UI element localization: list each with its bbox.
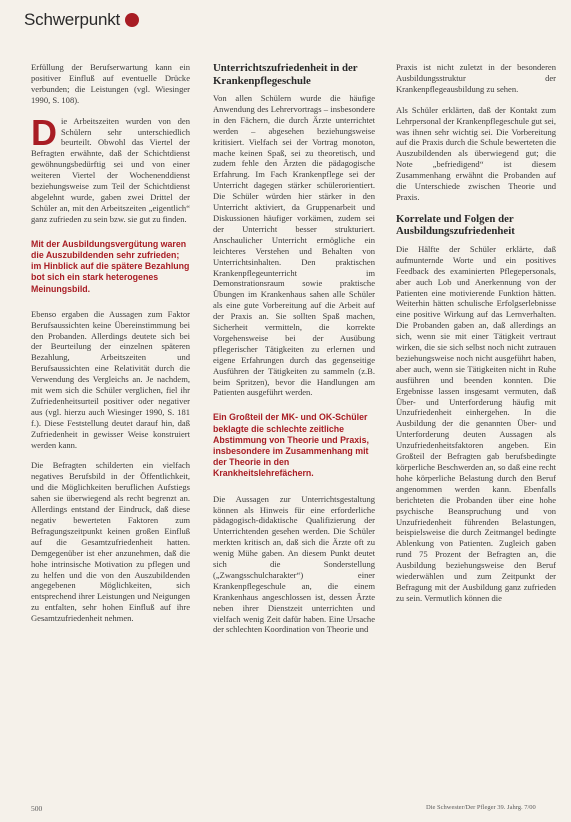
column-left <box>31 62 190 634</box>
paragraph: Ebenso ergaben die Aussagen zum Faktor Berufsaussichten keine Übereinstimmung bei den Probanden. Allerdings deutete sich bei der Beurteilung der einzelnen späteren Bezahlung, Arbeitszeiten und Berufsaussichten eine Relativität durch die Verwendung des Vergleichs an. Je nachdem, mit wem sich die Schüler verglichen, fiel ihr Zufriedenheitsurteil positiver oder negativer aus (vgl. hierzu auch Wiesinger 1990, S. 181 f.). Diese Feststellung deutet darauf hin, daß Zufriedenheit in gewisser Weise konstruiert werden kann. <box>31 308 190 450</box>
paragraph: ie Arbeitszeiten wurden von den Schülern sehr unterschiedlich beurteilt. Obwohl das Viertel der Befragten erwähnte, daß der Schichtdienst gewöhnungsbedürftig sei und von einer weiteren Viertel der Wochenenddienst beziehungsweise zum Teil der Schichtdienst abgelehnt wurde, gaben zwei Drittel der Schüler an, mit den Arbeitszeiten „eigentlich“ ganz zufrieden zu sein bzw. sie gut zu finden. <box>31 115 190 224</box>
paragraph: Die Hälfte der Schüler erklärte, daß aufmunternde Worte und ein positives Feedback des examinierten Pflegepersonals, aber auch Lob und Anerkennung von der Patienten eine motivierende Funktion hätten. Weiterhin hätten schulische Erfolgserlebnisse eine positive Wirkung auf das Lernverhalten. Die Probanden gaben an, daß allerdings an sich, wenn sie mit einer Tätigkeit vertraut wirken, die sie sich selbst noch nicht zutrauen beziehungsweise noch nicht ausgeführt haben, aber auch, wenn sie Tätigkeiten nicht in Ruhe ausführen und beenden konnten. Die Ergebnisse lassen insgesamt vermuten, daß Über- und Unterforderung häufig mit Unzufriedenheit einhergehen. In die Ausbildung der die genannten Über- und Unterforderung deuten Aussagen als Unzufriedenheitsfaktoren angeben. Ein Großteil der Befragten gab berufsbedingte körperliche Beschwerden an, so daß eine recht hohe körperliche Belastung durch den Beruf angenommen werden kann. Ebenfalls berichteten die Probanden über eine hohe psychische Beanspruchung und von Unzufriedenheit führenden Belastungen, beispielsweise die durch Zeitmangel bedingte Ablenkung von Patienten. Zugleich gaben rund 75 Prozent der Befragten an, die Ausbildung beziehungsweise den Beruf wiederwählen und zum Zeitpunkt der Befragung mit der Ausbildung ganz zufrieden zu sein. Vermutlich können die <box>396 243 556 603</box>
section-title: Schwerpunkt <box>24 10 121 29</box>
page-header <box>24 9 139 31</box>
dropcap-paragraph <box>31 111 190 225</box>
paragraph: Die Befragten schilderten ein vielfach negatives Berufsbild in der Öffentlichkeit, und die Möglichkeiten beruflichen Aufstiegs sahen sie überwiegend als recht begrenzt an. Allerdings entstand der Eindruck, daß diese negativ bewerteten Faktoren zum Befragungszeitpunkt keinen großen Einfluß auf die Gesamtzufriedenheit hatten. Demgegenüber ist eher anzunehmen, daß die hohe intrinsische Motivation zu pflegen und zu helfen und die von den Auszubildenden angegebenen Möglichkeiten, sich entsprechend ihrer Leistungen und Neigungen zu entfalten, sehr hohen Einfluß auf ihre Gesamtzufriedenheit nehmen. <box>31 460 190 624</box>
column-middle <box>213 62 375 645</box>
page-number: 500 <box>31 804 43 813</box>
footer-source: Die Schwester/Der Pfleger 39. Jahrg. 7/00 <box>426 804 536 811</box>
section-marker-dot <box>125 13 139 27</box>
dropcap-letter: D <box>31 111 57 153</box>
paragraph: Praxis ist nicht zuletzt in der besonderen Ausbildungsstruktur der Krankenpflegeausbildung zu sehen. <box>396 62 556 94</box>
subheading: Unterrichtszufriedenheit in der Krankenpflegeschule <box>213 62 358 87</box>
pull-quote: Mit der Ausbildungsvergütung waren die Auszubildenden sehr zufrieden; im Hinblick auf die spätere Bezahlung bot sich ein stark heterogenes Meinungsbild. <box>31 238 190 294</box>
pull-quote: Ein Großteil der MK- und OK-Schüler beklagte die schlechte zeitliche Abstimmung von Theorie und Praxis, insbesondere im Zusammenhang mit der Theorie in den Krankheitslehrefächern. <box>213 412 369 479</box>
subheading: Korrelate und Folgen der Ausbildungszufriedenheit <box>396 212 515 238</box>
paragraph: Von allen Schülern wurde die häufige Anwendung des Lehrervortrags – insbesondere in den Fächern, die durch Ärzte unterrichtet werden – abgesehen beziehungsweise kritisiert. Vielfach sei der Vortrag monoton, mache keinen Spaß, sei zu theoretisch, und zudem fehle den Ärzten die pädagogische Erfahrung. Im Fach Krankenpflege sei der Unterricht dagegen stärker schülerorientiert. Die Schüler würden hier stärker in den Unterricht aktiviert, da Gruppenarbeit und Diskussionen häufiger vorkämen, zudem sei der Unterricht besser strukturiert. Anschaulicher Unterricht ermögliche ein leichteres Verstehen und Behalten von Unterrichtsinhalten. Den praktischen Krankenpflegeunterricht im Demonstrationsraum sowie praktische Übungen im Krankenhaus sahen alle Schüler als eine gute Vorbereitung auf die Arbeit auf der Praxis an. Sie sollten Spaß machen, Sicherheit vermitteln, die korrekte Vorgehensweise bei der Ausübung pflegerischer Tätigkeiten zu erlernen und eigene Erfahrungen durch das gegenseitige Ausführen der Tätigkeiten zu sammeln (z.B. beim Spritzen), bevor die Handlungen am Patienten ausgeführt werden. <box>213 93 375 398</box>
paragraph: Die Aussagen zur Unterrichtsgestaltung können als Hinweis für eine erforderliche pädagogisch-didaktische Qualifizierung der Unterrichtenden gesehen werden. Die Schüler merkten kritisch an, daß sich die Ärzte oft zu wenig Mühe gaben. An diesem Punkt deutet sich die Sonderstellung („Zwangsschulcharakter“) einer Krankenpflegeschule an, die einem Krankenhaus angeschlossen ist, dessen Ärzte neben ihrer Dienstzeit unterrichten und vielfach wenig Zeit dafür haben. Eine Ursache der schlechten Koordination von Theorie und <box>213 493 375 635</box>
paragraph: Als Schüler erklärten, daß der Kontakt zum Lehrpersonal der Krankenpflegeschule gut sei, was ihnen sehr wichtig sei. Die Vorbereitung auf die Praxis durch die Schule bewerteten die Auszubildenden als überwiegend gut; die Note „befriedigend“ ist diesem Zusammenhang erwähnt die Probanden auf die Unterschiede zwischen Theorie und Praxis. <box>396 104 556 202</box>
column-right <box>396 62 556 614</box>
paragraph: Erfüllung der Berufserwartung kann ein positiver Einfluß auf eventuelle Drücke verbunden; die Leistungen (vgl. Wiesinger 1990, S. 108). <box>31 62 190 105</box>
